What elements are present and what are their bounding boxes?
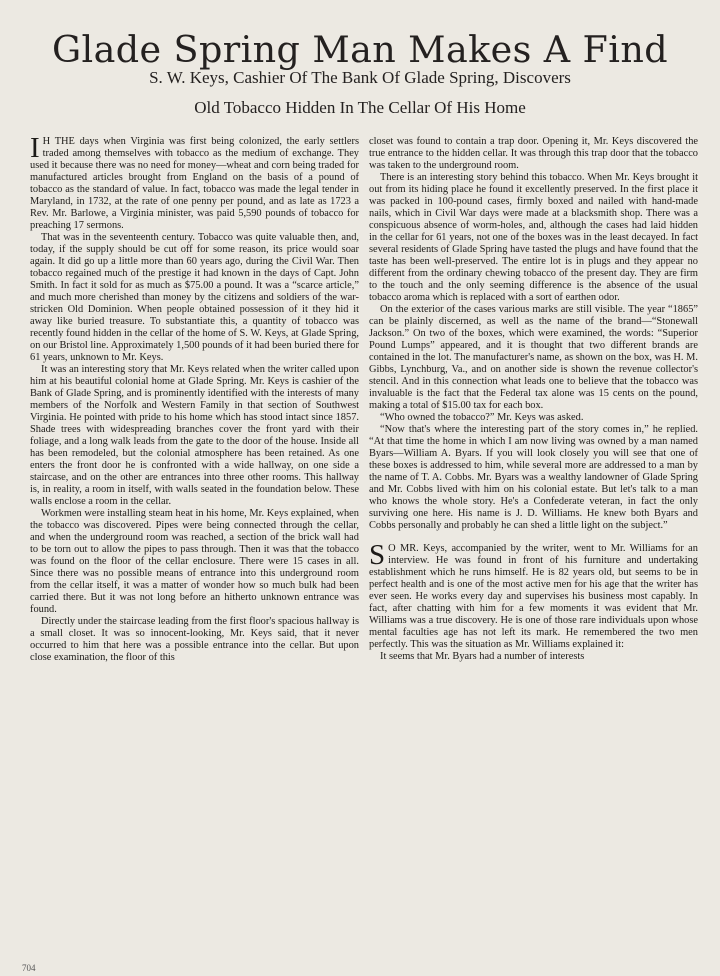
subheadline-line-2: Old Tobacco Hidden In The Cellar Of His Home: [194, 98, 526, 117]
paragraph: [30, 132, 359, 232]
paragraph: There is an interesting story behind this tobacco. When Mr. Keys brought it out from its hiding place he found it excellently preserved. In the first place it was packed in 100-pound cases, firmly boxed and nailed with hand-made nails, which in Civil War days were made at a blacksmith shop. There was a conspicuous absence of worm-holes, and, although the cases had laid hidden in the cellar for 61 years, not one of the boxes was in the least decayed. In fact several residents of Glade Spring have tasted the plugs and have found that the taste has been well-preserved. The entire lot is in plugs and they appear no different from the ordinary chewing tobacco of the present day. They are firm to the touch and the only seeming difference is the absence of the usual tobacco aroma which is replaced with a sort of earthen odor.: [369, 172, 698, 303]
drop-cap: I: [30, 132, 40, 164]
page-number: 704: [22, 963, 36, 973]
paragraph: “Who owned the tobacco?” Mr. Keys was asked.: [380, 412, 584, 423]
paragraph: That was in the seventeenth century. Tobacco was quite valuable then, and, today, if the supply should be cut off for some reason, its price would soar again. It did go up a little more than 60 years ago, during the Civil War. Then tobacco regained much of the prestige it had known in the days of Capt. John Smith. In fact it sold for as much as $75.00 a pound. It was a “scarce article,” and much more cherished than money by the citizens and soldiers of the war-stricken Old Dominion. When people obtained possession of it they hid it away like buried treasure. To substantiate this, a quantity of tobacco was recently found hidden in the cellar of the home of S. W. Keys, at Glade Spring, on our Bristol line. Approximately 1,500 pounds of it had been buried there for 61 years, unknown to Mr. Keys.: [30, 232, 359, 363]
paragraph: Workmen were installing steam heat in his home, Mr. Keys explained, when the tobacco was discovered. Pipes were being connected through the cellar, and when the underground room was reached, a section of the brick wall had to be torn out to allow the pipes to pass through. Then it was that the tobacco was found on the floor of the cellar enclosure. There were 15 cases in all. Since there was no possible means of entrance into this underground room from the cellar itself, it was a matter of wonder how so much bulk had been carried there. But it was not long before an hitherto unknown entrance was found.: [30, 508, 359, 615]
article-column-left: [30, 132, 359, 664]
paragraph-text: H THE days when Virginia was first being colonized, the early settlers traded among themselves with tobacco as the medium of exchange. They used it because there was no need for money—wheat and corn being traded for manufactured articles brought from England on the basis of a pound of tobacco as the standard of value. In fact, tobacco was made the legal tender in Maryland, in 1732, at the rate of one penny per pound, and as late as 1723 a Rev. Mr. Barlowe, a Virginia minister, was paid 5,590 pounds of tobacco for preaching 17 sermons.: [30, 136, 359, 231]
paragraph: closet was found to contain a trap door. Opening it, Mr. Keys discovered the true entrance to the hidden cellar. It was through this trap door that the tobacco was taken to the underground room.: [369, 136, 698, 171]
article-column-right: [369, 136, 698, 663]
headline: Glade Spring Man Makes A Find: [52, 28, 668, 72]
paragraph: It seems that Mr. Byars had a number of interests: [380, 651, 585, 662]
subheadline-line-1: S. W. Keys, Cashier Of The Bank Of Glade Spring, Discovers: [149, 68, 571, 87]
paragraph: [369, 539, 698, 651]
paragraph: On the exterior of the cases various marks are still visible. The year “1865” can be plainly discerned, as well as the name of the brand—“Stonewall Jackson.” On two of the boxes, which were examined, the words: “Superior Pound Lumps” appeared, and it is thought that two different brands are contained in the lot. The manufacturer's name, as shown on the box, was H. M. Gibbs, Lynchburg, Va., and on another side is shown the revenue collector's stencil. And in this connection what leads one to believe that the tobacco was invaluable is the fact that the Federal tax alone was 15 cents on the pound, making a total of $15.00 tax for each box.: [369, 304, 698, 411]
drop-cap: S: [369, 539, 386, 571]
paragraph-text: O MR. Keys, accompanied by the writer, went to Mr. Williams for an interview. He was found in front of his furniture and undertaking establishment which he runs himself. He is 82 years old, but seems to be in perfect health and is one of the most active men for his age that the writer has ever seen. He works every day and supervises his business most capably. In fact, after chatting with him for a few moments it was evident that Mr. Williams was a true discovery. He is one of those rare individuals upon whose mental faculties age has not left its mark. He remembered the two men perfectly. This was the situation as Mr. Williams explained it:: [369, 543, 698, 650]
paragraph: It was an interesting story that Mr. Keys related when the writer called upon him at his beautiful colonial home at Glade Spring. Mr. Keys is cashier of the Bank of Glade Spring, and is prominently identified with the interests of many members of the Norfolk and Western Family in that section of Southwest Virginia. He pointed with pride to his home which has stood intact since 1857. Shade trees with widespreading branches cover the front yard with their foliage, and a long walk leads from the gate to the door of the house. Inside all has been remodeled, but the colonial atmosphere has been retained. As one enters the front door he is confronted with a wide hallway, on one side a staircase, and on the other are entrances into three other rooms. This hallway is, in reality, a room in itself, with walls seated in the foundation below. These walls enclose a room in the cellar.: [30, 364, 359, 507]
paragraph: Directly under the staircase leading from the first floor's spacious hallway is a small closet. It was so innocent-looking, Mr. Keys said, that it never occurred to him that here was a possible entrance into the cellar. But upon close examination, the floor of this: [30, 616, 359, 663]
paragraph: “Now that's where the interesting part of the story comes in,” he replied. “At that time the home in which I am now living was owned by a man named Byars—William A. Byars. If you will look closely you will see that one of these boxes is addressed to him, while several more are addressed to a man by the name of T. A. Cobbs. Mr. Byars was a wealthy landowner of Glade Spring and Mr. Cobbs lived with him on his colonial estate. But let's talk to a man who knows the whole story. He's a Confederate veteran, in fact the only surviving one here. His name is J. D. Williams. He knew both Byars and Cobbs personally and probably he can shed a little light on the subject.”: [369, 424, 698, 531]
